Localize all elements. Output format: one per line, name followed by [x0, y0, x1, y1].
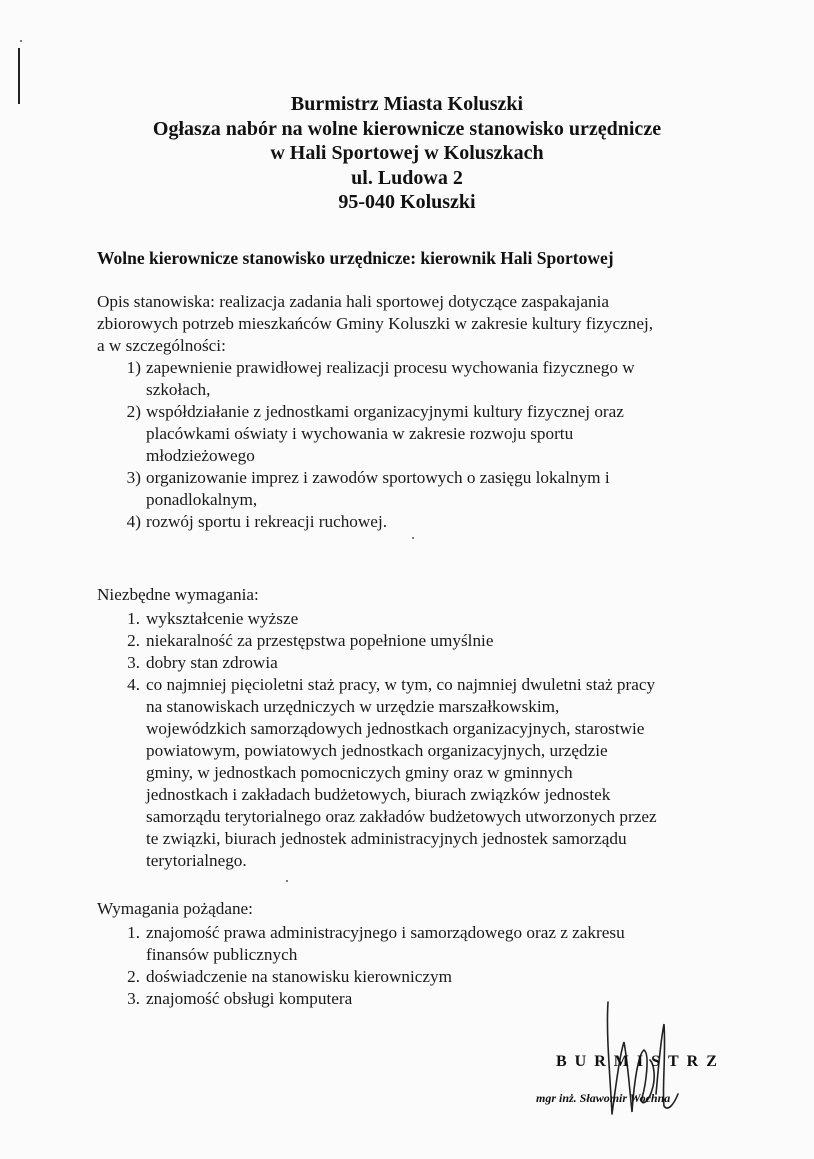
list-item-line: te związki, biurach jednostek administracyjnych jednostek samorządu [146, 829, 627, 848]
list-item-line: co najmniej pięcioletni staż pracy, w tym, co najmniej dwuletni staż pracy [146, 675, 656, 694]
announcement-header [100, 92, 714, 215]
description-intro-line: zbiorowych potrzeb mieszkańców Gminy Koluszki w zakresie kultury fizycznej, [97, 314, 654, 333]
list-item-line: szkołach, [146, 380, 211, 399]
list-item-line: wojewódzkich samorządowych jednostkach organizacyjnych, starostwie [146, 719, 645, 738]
list-item-line: na stanowiskach urzędniczych w urzędzie marszałkowskim, [146, 697, 560, 716]
list-item [97, 357, 757, 401]
job-description [97, 291, 757, 533]
list-item-line: finansów publicznych [146, 945, 298, 964]
list-number: 3) [126, 468, 141, 487]
header-line-announcement: Ogłasza nabór na wolne kierownicze stanowisko urzędnicze [152, 117, 662, 140]
list-item [97, 511, 757, 533]
list-item-line: znajomość prawa administracyjnego i samorządowego oraz z zakresu [146, 923, 625, 942]
list-item-line: terytorialnego. [146, 851, 247, 870]
list-item-line: placówkami oświaty i wychowania w zakresie rozwoju sportu [146, 424, 574, 443]
list-number: 1. [127, 923, 140, 942]
description-intro-line: a w szczególności: [97, 336, 226, 355]
list-item-line: samorządu terytorialnego oraz zakładów budżetowych utworzonych przez [146, 807, 657, 826]
list-item [97, 630, 757, 652]
list-number: 1) [126, 358, 141, 377]
list-item-line: młodzieżowego [146, 446, 255, 465]
list-number: 2) [126, 402, 141, 421]
signature-block [536, 1053, 778, 1106]
list-item [97, 467, 757, 511]
required-heading: Niezbędne wymagania: [97, 585, 259, 604]
list-number: 3. [127, 653, 140, 672]
list-item-line: znajomość obsługi komputera [146, 989, 353, 1008]
list-item-line: organizowanie imprez i zawodów sportowych o zasięgu lokalnym i [146, 468, 610, 487]
required-qualifications [97, 584, 757, 872]
list-number: 1. [127, 609, 140, 628]
scan-dot [412, 537, 414, 539]
header-line-mayor: Burmistrz Miasta Koluszki [290, 93, 524, 115]
list-item-line: ponadlokalnym, [146, 490, 258, 509]
description-intro-line: Opis stanowiska: realizacja zadania hali sportowej dotyczące zaspakajania [97, 292, 610, 311]
list-item-line: zapewnienie prawidłowej realizacji procesu wychowania fizycznego w [146, 358, 635, 377]
list-number: 2. [127, 631, 140, 650]
list-item-line: wykształcenie wyższe [146, 609, 299, 628]
scan-dot [286, 880, 288, 882]
list-item-line: powiatowym, powiatowych jednostkach organizacyjnych, urzędzie [146, 741, 608, 760]
list-number: 3. [127, 989, 140, 1008]
list-item [97, 674, 757, 872]
header-line-postal: 95-040 Koluszki [338, 191, 476, 213]
signatory-title: BURMISTRZ [556, 1053, 725, 1070]
required-list [97, 608, 757, 872]
list-item [97, 608, 757, 630]
scan-edge-mark [18, 48, 20, 104]
scan-dot [20, 40, 22, 42]
list-item [97, 401, 757, 467]
list-item-line: doświadczenie na stanowisku kierowniczym [146, 967, 452, 986]
list-item [97, 652, 757, 674]
list-item-line: współdziałanie z jednostkami organizacyjnymi kultury fizycznej oraz [146, 402, 624, 421]
list-item-line: niekaralność za przestępstwa popełnione umyślnie [146, 631, 494, 650]
list-item [97, 966, 757, 988]
list-number: 4) [126, 512, 141, 531]
list-item-line: rozwój sportu i rekreacji ruchowej. [146, 512, 388, 531]
signatory-name: mgr inż. Sławomir Wochna [536, 1091, 671, 1105]
list-number: 4. [127, 675, 140, 694]
list-item-line: gminy, w jednostkach pomocniczych gminy oraz w gminnych [146, 763, 573, 782]
list-number: 2. [127, 967, 140, 986]
description-list [97, 357, 757, 533]
preferred-heading: Wymagania pożądane: [97, 899, 253, 918]
list-item-line: jednostkach i zakładach budżetowych, biurach związków jednostek [146, 785, 611, 804]
list-item [97, 922, 757, 966]
header-line-hall: w Hali Sportowej w Koluszkach [270, 142, 544, 164]
header-line-street: ul. Ludowa 2 [351, 166, 463, 189]
list-item-line: dobry stan zdrowia [146, 653, 278, 672]
position-title: Wolne kierownicze stanowisko urzędnicze: kierownik Hali Sportowej [97, 248, 614, 268]
